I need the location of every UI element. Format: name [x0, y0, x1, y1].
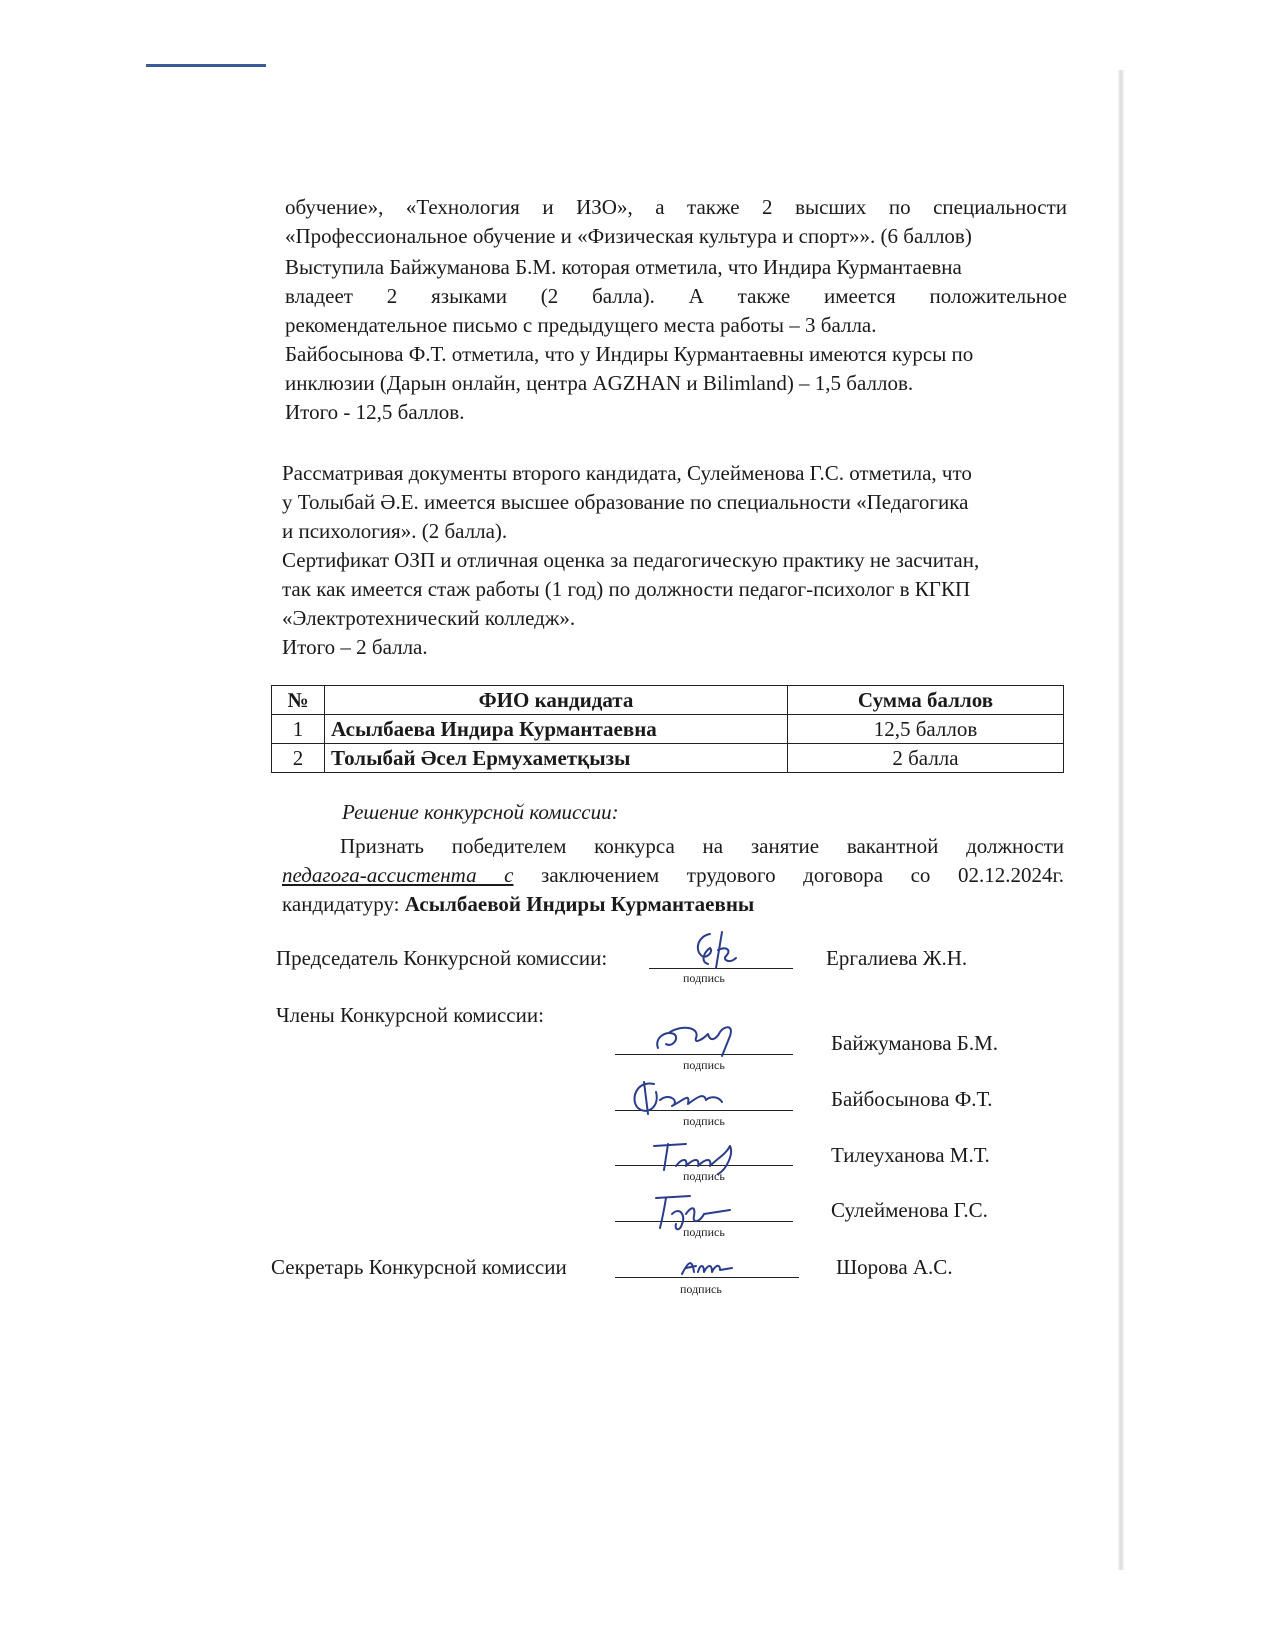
decision-heading: Решение конкурсной комиссии: [342, 800, 619, 824]
candidate-name: Асылбаева Индира Курмантаевна [325, 715, 788, 744]
text-line: инклюзии (Дарын онлайн, центра AGZHAN и Bilimland) – 1,5 баллов. [285, 371, 914, 395]
text-line: у Толыбай Ә.Е. имеется высшее образование по специальности «Педагогика [282, 490, 969, 514]
row-number: 1 [272, 715, 325, 744]
results-table [271, 685, 1064, 773]
scan-edge-shadow [1118, 70, 1124, 1570]
signature-caption: подпись [680, 1282, 722, 1296]
text-line: «Профессиональное обучение и «Физическая культура и спорт»». (6 баллов) [285, 224, 972, 248]
table-row [272, 715, 1064, 744]
text-line: Рассматривая документы второго кандидата, Сулейменова Г.С. отметила, что [282, 461, 972, 485]
row-number: 2 [272, 744, 325, 773]
decision-text [282, 832, 1064, 919]
candidate-name: Толыбай Әсел Ермухаметқызы [325, 744, 788, 773]
member-name: Тилеуханова М.Т. [831, 1143, 990, 1167]
text-line [282, 861, 1064, 890]
text-line [282, 890, 1064, 919]
column-header-score: Сумма баллов [788, 686, 1064, 715]
text-line: владеет 2 языками (2 балла). А также имеется положительное [285, 284, 1067, 308]
member-name: Сулейменова Г.С. [831, 1198, 988, 1222]
position-title: педагога-ассистента с [282, 863, 514, 887]
secretary-signature [678, 1252, 738, 1280]
member-signature [650, 1018, 740, 1060]
secretary-label: Секретарь Конкурсной комиссии [271, 1255, 567, 1279]
signature-caption: подпись [683, 1169, 725, 1183]
text-line: Итого – 2 балла. [282, 635, 428, 659]
text-line: Выступила Байжуманова Б.М. которая отметила, что Индира Курмантаевна [285, 255, 962, 279]
text-line: обучение», «Технология и ИЗО», а также 2 высших по специальности [285, 195, 1067, 219]
members-label: Члены Конкурсной комиссии: [276, 1003, 544, 1027]
paragraph-second-candidate [282, 459, 1064, 662]
scan-edge-line [146, 64, 266, 67]
chair-label: Председатель Конкурсной комиссии: [276, 946, 608, 970]
text-line: Сертификат ОЗП и отличная оценка за педагогическую практику не засчитан, [282, 548, 980, 572]
table-row [272, 744, 1064, 773]
text-line: так как имеется стаж работы (1 год) по должности педагог-психолог в КГКП [282, 577, 971, 601]
secretary-name: Шорова А.С. [836, 1255, 953, 1279]
text-line: Итого - 12,5 баллов. [285, 400, 465, 424]
paragraph-education [285, 193, 1067, 251]
paragraph-languages-courses [285, 253, 1067, 427]
chair-name: Ергалиева Ж.Н. [826, 946, 968, 970]
member-name: Байжуманова Б.М. [831, 1031, 998, 1055]
member-name: Байбосынова Ф.Т. [831, 1087, 993, 1111]
candidate-score: 12,5 баллов [788, 715, 1064, 744]
text-line: рекомендательное письмо с предыдущего места работы – 3 балла. [285, 313, 877, 337]
winner-name: Асылбаевой Индиры Курмантаевны [404, 892, 755, 916]
text-line: Байбосынова Ф.Т. отметила, что у Индиры Курмантаевны имеются курсы по [285, 342, 974, 366]
column-header-name: ФИО кандидата [325, 686, 788, 715]
text-line: Признать победителем конкурса на занятие вакантной должности [340, 834, 1064, 858]
column-header-number: № [272, 686, 325, 715]
signature-caption: подпись [683, 1058, 725, 1072]
table-header-row [272, 686, 1064, 715]
text-line: «Электротехнический колледж». [282, 606, 576, 630]
text-line: и психология». (2 балла). [282, 519, 508, 543]
signature-caption: подпись [683, 1225, 725, 1239]
candidacy-prefix: кандидатуру: [282, 892, 405, 916]
signature-caption: подпись [683, 971, 725, 985]
contract-text: заключением трудового договора со 02.12.2024г. [513, 863, 1064, 887]
chair-signature [680, 928, 740, 972]
signature-caption: подпись [683, 1114, 725, 1128]
candidate-score: 2 балла [788, 744, 1064, 773]
